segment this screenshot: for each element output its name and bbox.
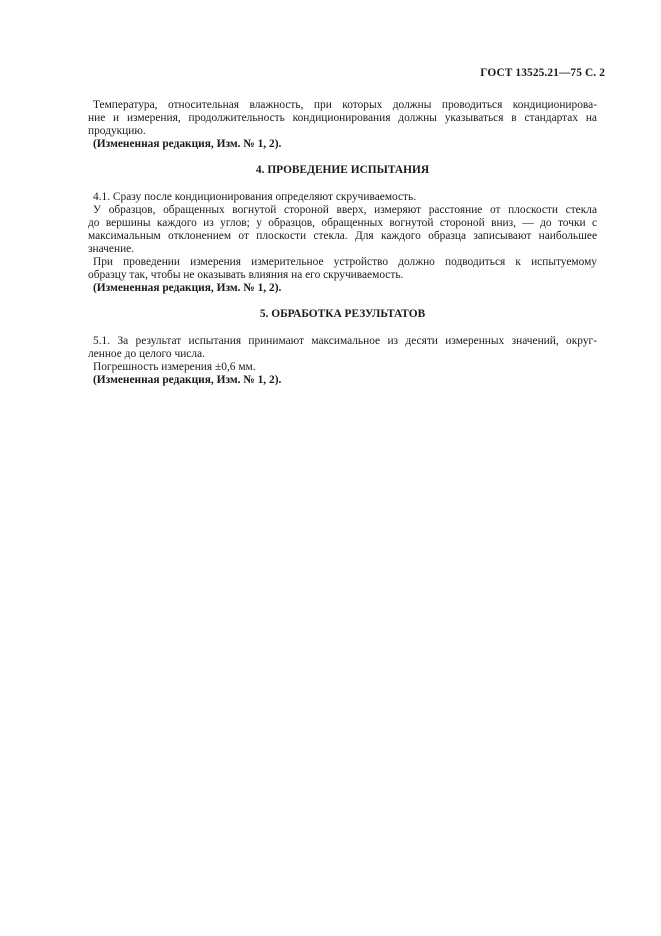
- intro-line-3: продукцию.: [88, 125, 146, 137]
- intro-amendment-ref: (Измененная редакция, Изм. № 1, 2).: [93, 138, 282, 150]
- measurement-error: Погрешность измерения ±0,6 мм.: [93, 361, 256, 373]
- s5p1-line-1: 5.1. За результат испытания принимают максимальное из десяти измеренных значений, округ-: [93, 335, 597, 347]
- section-4-title: 4. ПРОВЕДЕНИЕ ИСПЫТАНИЯ: [255, 164, 430, 176]
- intro-line-2: ние и измерения, продолжительность кондиционирования должны указываться в стандартах на: [88, 112, 597, 124]
- intro-line-1: Температура, относительная влажность, при которых должны проводиться кондиционирова-: [93, 99, 597, 111]
- intro-paragraph: [88, 99, 597, 138]
- section-5-amendment-ref: (Измененная редакция, Изм. № 1, 2).: [93, 374, 282, 386]
- s4p3-line-2: образцу так, чтобы не оказывать влияния на его скручиваемость.: [88, 269, 404, 281]
- page-header: ГОСТ 13525.21—75 С. 2: [480, 67, 605, 79]
- s4p3-line-1: При проведении измерения измерительное устройство должно подводиться к испытуемому: [93, 256, 597, 268]
- section-4-amendment-ref: (Измененная редакция, Изм. № 1, 2).: [93, 282, 282, 294]
- s4p2-line-2: до вершины каждого из углов; у образцов, обращенных вогнутой стороной вниз, — до точки с: [88, 217, 597, 229]
- s4p2-line-3: максимальным отклонением от плоскости стекла. Для каждого образца записывают наибольшее: [88, 230, 597, 242]
- s4p2-line-4: значение.: [88, 243, 135, 255]
- s4p2-line-1: У образцов, обращенных вогнутой стороной вверх, измеряют расстояние от плоскости стекла: [93, 204, 597, 216]
- section-5-item-1: [88, 335, 597, 361]
- section-5-title: 5. ОБРАБОТКА РЕЗУЛЬТАТОВ: [259, 308, 426, 320]
- section-4-item-1: 4.1. Сразу после кондиционирования определяют скручиваемость.: [93, 191, 417, 203]
- section-4-paragraph-3: [88, 256, 597, 282]
- section-4-paragraph-2: [88, 204, 597, 256]
- s5p1-line-2: ленное до целого числа.: [88, 348, 205, 360]
- document-body: [88, 99, 597, 387]
